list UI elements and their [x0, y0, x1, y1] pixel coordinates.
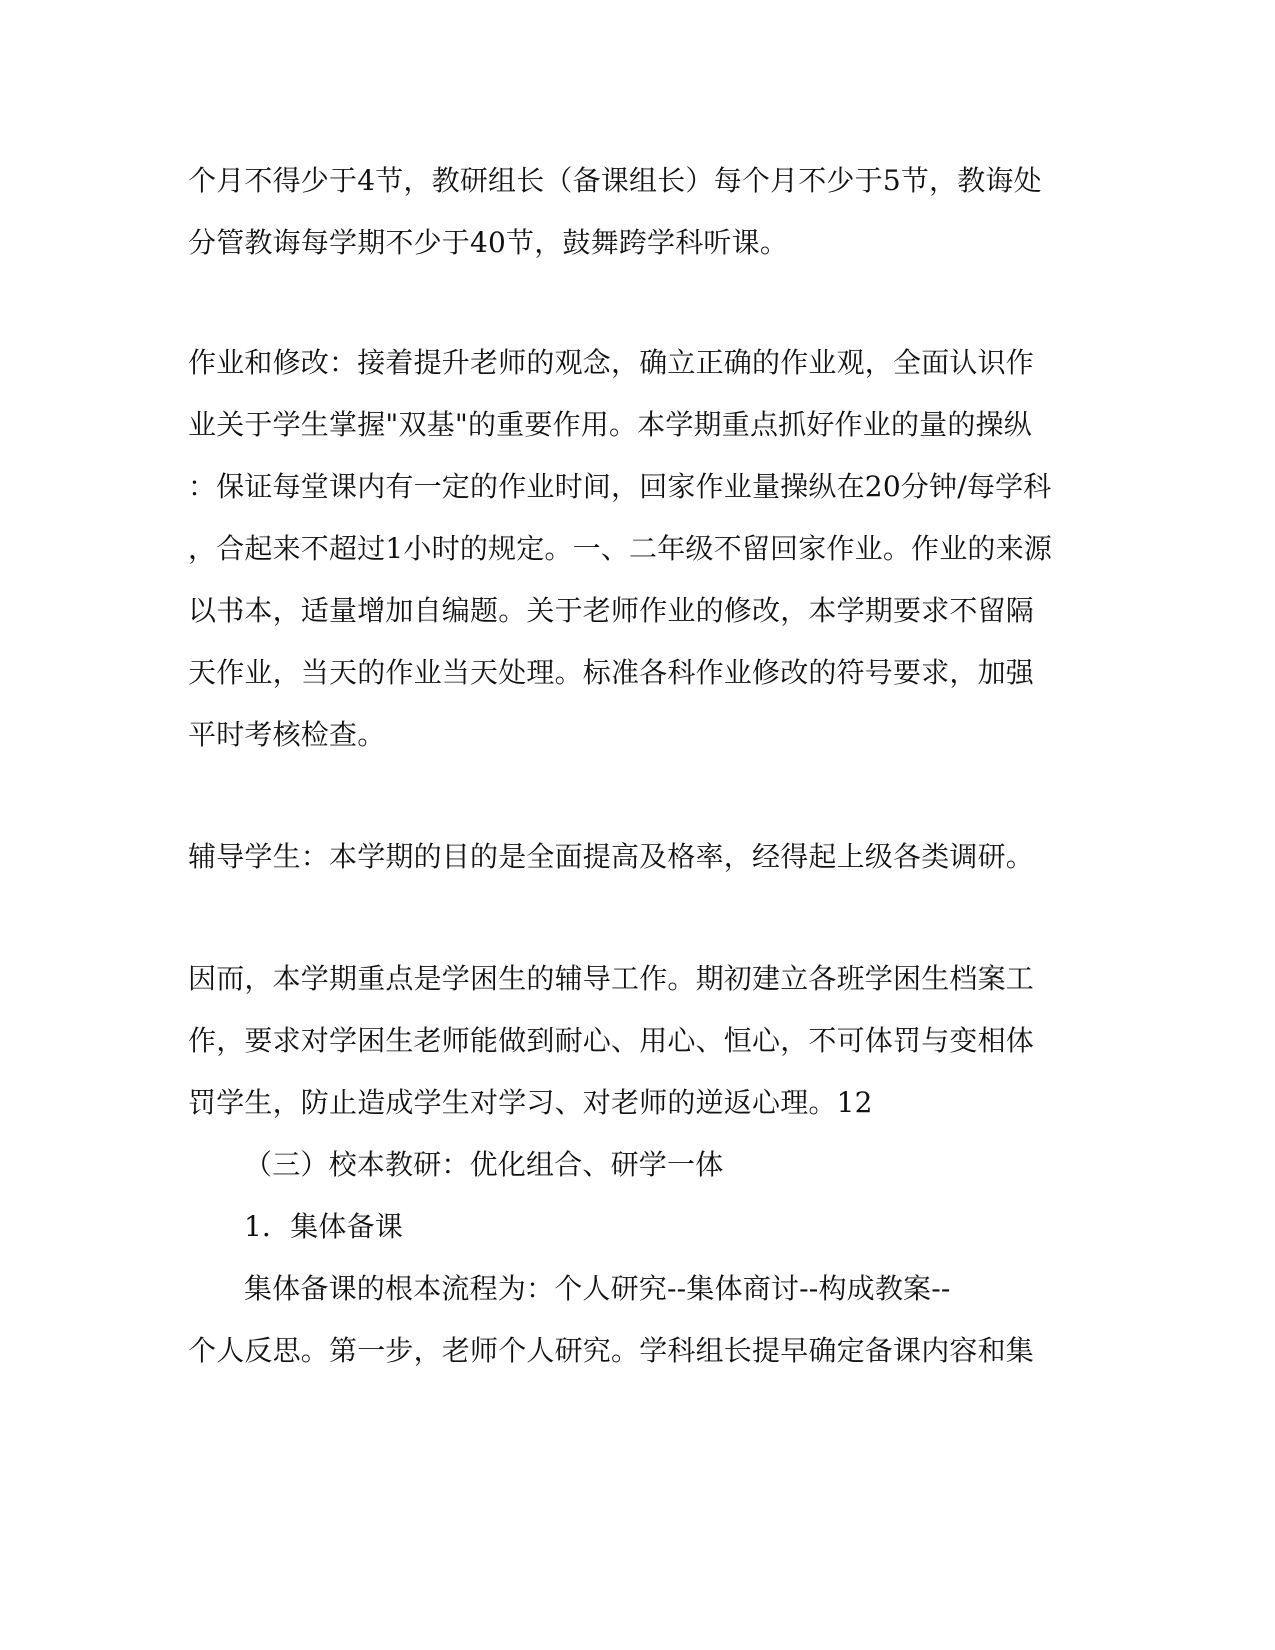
- text-line-16: 集体备课的根本流程为：个人研究--集体商讨--构成教案--: [244, 1272, 951, 1305]
- text-line-6: ，合起来不超过1小时的规定。一、二年级不留回家作业。作业的来源: [188, 532, 1053, 565]
- text-line-4: 业关于学生掌握"双基"的重要作用。本学期重点抓好作业的量的操纵: [188, 408, 1032, 441]
- text-line-8: 天作业，当天的作业当天处理。标准各科作业修改的符号要求，加强: [188, 656, 1035, 689]
- text-line-2: 分管教诲每学期不少于40节，鼓舞跨学科听课。: [188, 226, 789, 259]
- subsection-heading: 1．集体备课: [244, 1210, 404, 1243]
- text-line-9: 平时考核检查。: [188, 718, 386, 751]
- text-line-7: 以书本，适量增加自编题。关于老师作业的修改，本学期要求不留隔: [188, 594, 1035, 627]
- text-line-1: 个月不得少于4节，教研组长（备课组长）每个月不少于5节，教诲处: [188, 164, 1042, 197]
- text-line-13: 罚学生，防止造成学生对学习、对老师的逆返心理。12: [188, 1086, 873, 1119]
- text-line-11: 因而，本学期重点是学困生的辅导工作。期初建立各班学困生档案工: [188, 962, 1035, 995]
- text-line-12: 作，要求对学困生老师能做到耐心、用心、恒心，不可体罚与变相体: [188, 1024, 1035, 1057]
- text-line-5: ：保证每堂课内有一定的作业时间，回家作业量操纵在20分钟/每学科: [188, 470, 1052, 503]
- text-line-17: 个人反思。第一步，老师个人研究。学科组长提早确定备课内容和集: [188, 1334, 1035, 1367]
- text-line-3: 作业和修改：接着提升老师的观念，确立正确的作业观，全面认识作: [188, 346, 1035, 379]
- section-heading: （三）校本教研：优化组合、研学一体: [244, 1148, 724, 1181]
- text-line-10: 辅导学生：本学期的目的是全面提高及格率，经得起上级各类调研。: [188, 840, 1035, 873]
